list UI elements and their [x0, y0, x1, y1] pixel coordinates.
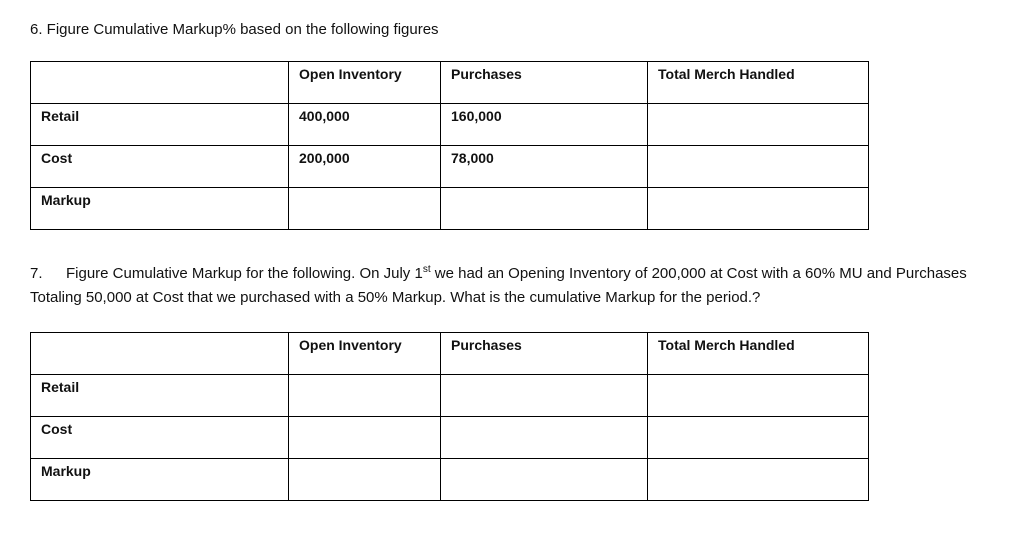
cell-open-inventory: 400,000	[289, 104, 441, 146]
table-row-markup	[31, 459, 869, 501]
row-label: Retail	[31, 104, 289, 146]
header-cell-empty	[31, 62, 289, 104]
cell-open-inventory	[289, 188, 441, 230]
cell-total	[648, 188, 869, 230]
table-row-markup	[31, 188, 869, 230]
cell-purchases: 78,000	[441, 146, 648, 188]
question-7-number: 7.	[30, 265, 43, 282]
question-7-text-part1: Figure Cumulative Markup for the following. On July 1	[66, 265, 423, 282]
markup-table-q7	[30, 332, 869, 501]
cell-total	[648, 375, 869, 417]
table-row-retail	[31, 104, 869, 146]
cell-open-inventory: 200,000	[289, 146, 441, 188]
cell-total	[648, 146, 869, 188]
header-total-merch-handled: Total Merch Handled	[648, 333, 869, 375]
cell-total	[648, 459, 869, 501]
header-open-inventory: Open Inventory	[289, 62, 441, 104]
cell-purchases	[441, 417, 648, 459]
header-purchases: Purchases	[441, 333, 648, 375]
markup-table-q6	[30, 61, 869, 230]
table-row-cost	[31, 146, 869, 188]
cell-purchases	[441, 375, 648, 417]
cell-purchases	[441, 459, 648, 501]
header-open-inventory: Open Inventory	[289, 333, 441, 375]
cell-total	[648, 104, 869, 146]
cell-open-inventory	[289, 375, 441, 417]
cell-open-inventory	[289, 417, 441, 459]
cell-open-inventory	[289, 459, 441, 501]
row-label: Cost	[31, 417, 289, 459]
row-label: Retail	[31, 375, 289, 417]
header-purchases: Purchases	[441, 62, 648, 104]
row-label: Markup	[31, 188, 289, 230]
table-row-retail	[31, 375, 869, 417]
header-cell-empty	[31, 333, 289, 375]
table-row-cost	[31, 417, 869, 459]
cell-purchases	[441, 188, 648, 230]
question-7-text	[30, 262, 1010, 310]
row-label: Markup	[31, 459, 289, 501]
question-7-superscript: st	[422, 264, 431, 275]
question-6-title: 6. Figure Cumulative Markup% based on the following figures	[30, 21, 439, 38]
cell-purchases: 160,000	[441, 104, 648, 146]
header-total-merch-handled: Total Merch Handled	[648, 62, 869, 104]
cell-total	[648, 417, 869, 459]
table-header-row	[31, 62, 869, 104]
row-label: Cost	[31, 146, 289, 188]
question-7-text-part2: we had an Opening Inventory of 200,000 at Cost with a 60% MU and Purchases Totaling 50,000 at Cost that we purchased with a 50% Markup. What is the cumulative Markup for the period.?	[30, 265, 967, 306]
table-header-row	[31, 333, 869, 375]
